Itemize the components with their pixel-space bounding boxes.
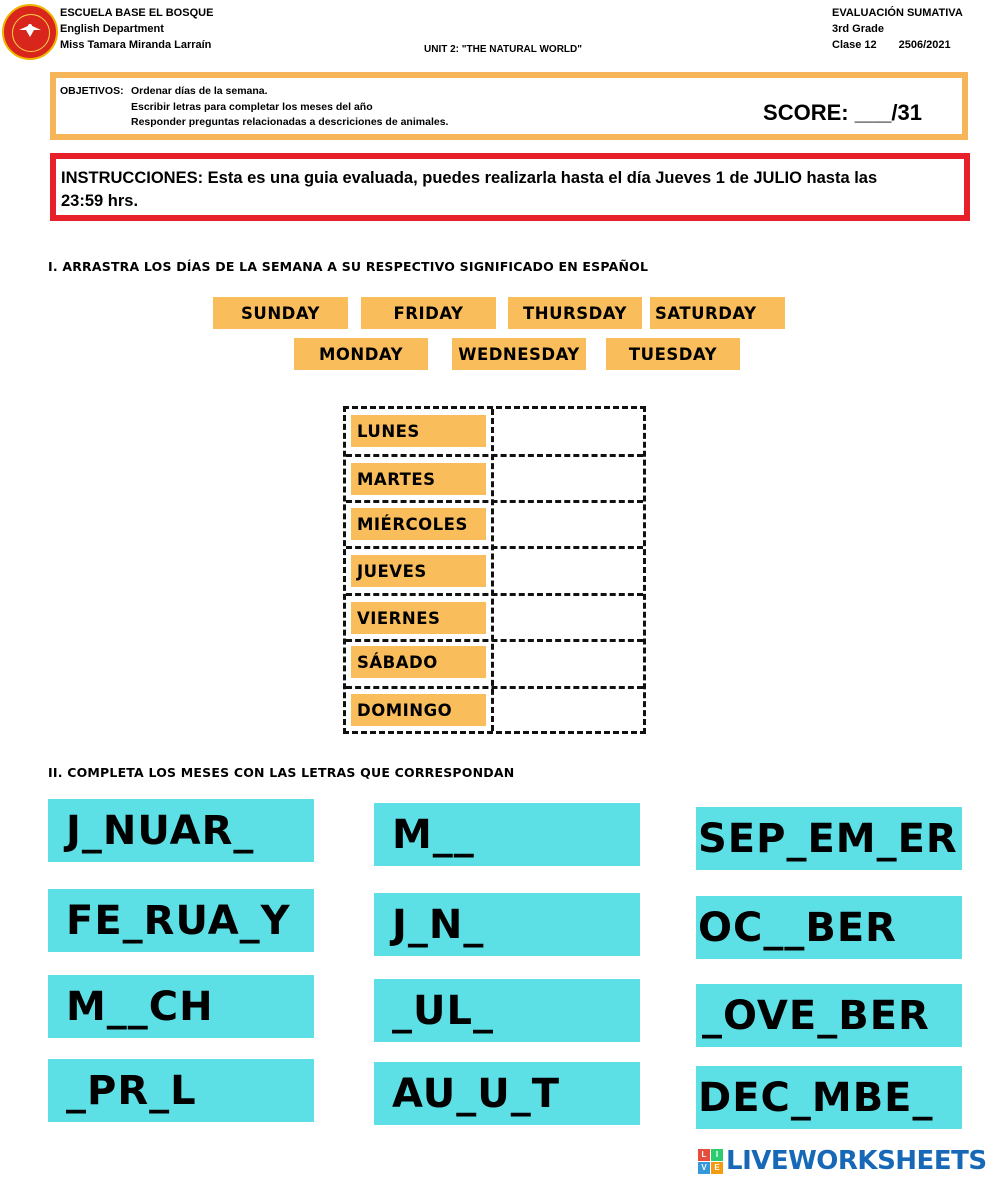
spanish-day-jueves: JUEVES <box>351 555 486 587</box>
drop-zone-lunes[interactable] <box>496 409 640 455</box>
drop-zone-sabado[interactable] <box>496 642 640 686</box>
spanish-day-martes: MARTES <box>351 463 486 495</box>
table-row <box>346 546 643 593</box>
month-field-march[interactable]: M__CH <box>48 975 314 1038</box>
table-row <box>346 454 643 501</box>
class-number: Clase 12 <box>832 39 877 51</box>
drop-zone-martes[interactable] <box>496 457 640 501</box>
month-field-may[interactable]: M__ <box>374 803 640 866</box>
liveworksheets-brand: LIVEWORKSHEETS <box>726 1146 987 1176</box>
day-chip-friday[interactable]: FRIDAY <box>361 297 496 329</box>
day-chip-thursday[interactable]: THURSDAY <box>508 297 642 329</box>
table-row <box>346 500 643 547</box>
objective-item: Responder preguntas relacionadas a descriciones de animales. <box>131 116 449 128</box>
date: 2506/2021 <box>898 39 951 51</box>
month-field-october[interactable]: OC__BER <box>696 896 962 959</box>
liveworksheets-blocks-icon: L I V E <box>698 1149 723 1174</box>
spanish-day-miercoles: MIÉRCOLES <box>351 508 486 540</box>
evaluation-type: EVALUACIÓN SUMATIVA <box>832 7 963 19</box>
section-2-title: II. COMPLETA LOS MESES CON LAS LETRAS QUE CORRESPONDAN <box>48 765 515 780</box>
month-field-june[interactable]: J_N_ <box>374 893 640 956</box>
instructions-box <box>50 153 970 221</box>
table-row <box>346 639 643 686</box>
objectives-label: OBJETIVOS: <box>60 85 124 97</box>
drop-zone-miercoles[interactable] <box>496 503 640 547</box>
day-chip-wednesday[interactable]: WEDNESDAY <box>452 338 586 370</box>
month-field-september[interactable]: SEP_EM_ER <box>696 807 962 870</box>
day-chip-saturday[interactable]: SATURDAY <box>650 297 785 329</box>
objectives-box <box>50 72 968 140</box>
spanish-day-sabado: SÁBADO <box>351 646 486 678</box>
section-1-title: I. ARRASTRA LOS DÍAS DE LA SEMANA A SU RESPECTIVO SIGNIFICADO EN ESPAÑOL <box>48 259 649 274</box>
school-info <box>60 5 213 53</box>
objectives-list <box>131 84 448 131</box>
school-name: ESCUELA BASE EL BOSQUE <box>60 7 214 19</box>
drop-zone-domingo[interactable] <box>496 689 640 733</box>
eagle-icon <box>19 22 41 38</box>
grade: 3rd Grade <box>832 23 884 35</box>
instructions-text: INSTRUCCIONES: Esta es una guia evaluada, puedes realizarla hasta el día Jueves 1 de JULIO hasta las 23:59 hrs. <box>61 169 878 210</box>
month-field-january[interactable]: J_NUAR_ <box>48 799 314 862</box>
spanish-day-domingo: DOMINGO <box>351 694 486 726</box>
unit-title: UNIT 2: "THE NATURAL WORLD" <box>424 44 582 55</box>
month-field-august[interactable]: AU_U_T <box>374 1062 640 1125</box>
spanish-day-lunes: LUNES <box>351 415 486 447</box>
day-chip-tuesday[interactable]: TUESDAY <box>606 338 740 370</box>
objective-item: Escribir letras para completar los meses del año <box>131 100 373 113</box>
table-row <box>346 686 643 731</box>
objective-item: Ordenar días de la semana. <box>131 85 268 97</box>
month-field-april[interactable]: _PR_L <box>48 1059 314 1122</box>
month-field-december[interactable]: DEC_MBE_ <box>696 1066 962 1129</box>
day-chip-monday[interactable]: MONDAY <box>294 338 428 370</box>
department: English Department <box>60 23 164 35</box>
month-field-february[interactable]: FE_RUA_Y <box>48 889 314 952</box>
school-logo <box>2 4 58 60</box>
days-matching-table <box>343 406 646 734</box>
score: SCORE: ___/31 <box>763 100 922 125</box>
drop-zone-viernes[interactable] <box>496 596 640 640</box>
liveworksheets-logo <box>698 1146 987 1176</box>
day-chip-sunday[interactable]: SUNDAY <box>213 297 348 329</box>
drop-zone-jueves[interactable] <box>496 549 640 593</box>
spanish-day-viernes: VIERNES <box>351 602 486 634</box>
table-row <box>346 409 643 455</box>
table-row <box>346 593 643 640</box>
month-field-july[interactable]: _UL_ <box>374 979 640 1042</box>
evaluation-info <box>832 5 963 53</box>
month-field-november[interactable]: _OVE_BER <box>696 984 962 1047</box>
teacher-name: Miss Tamara Miranda Larraín <box>60 39 212 51</box>
